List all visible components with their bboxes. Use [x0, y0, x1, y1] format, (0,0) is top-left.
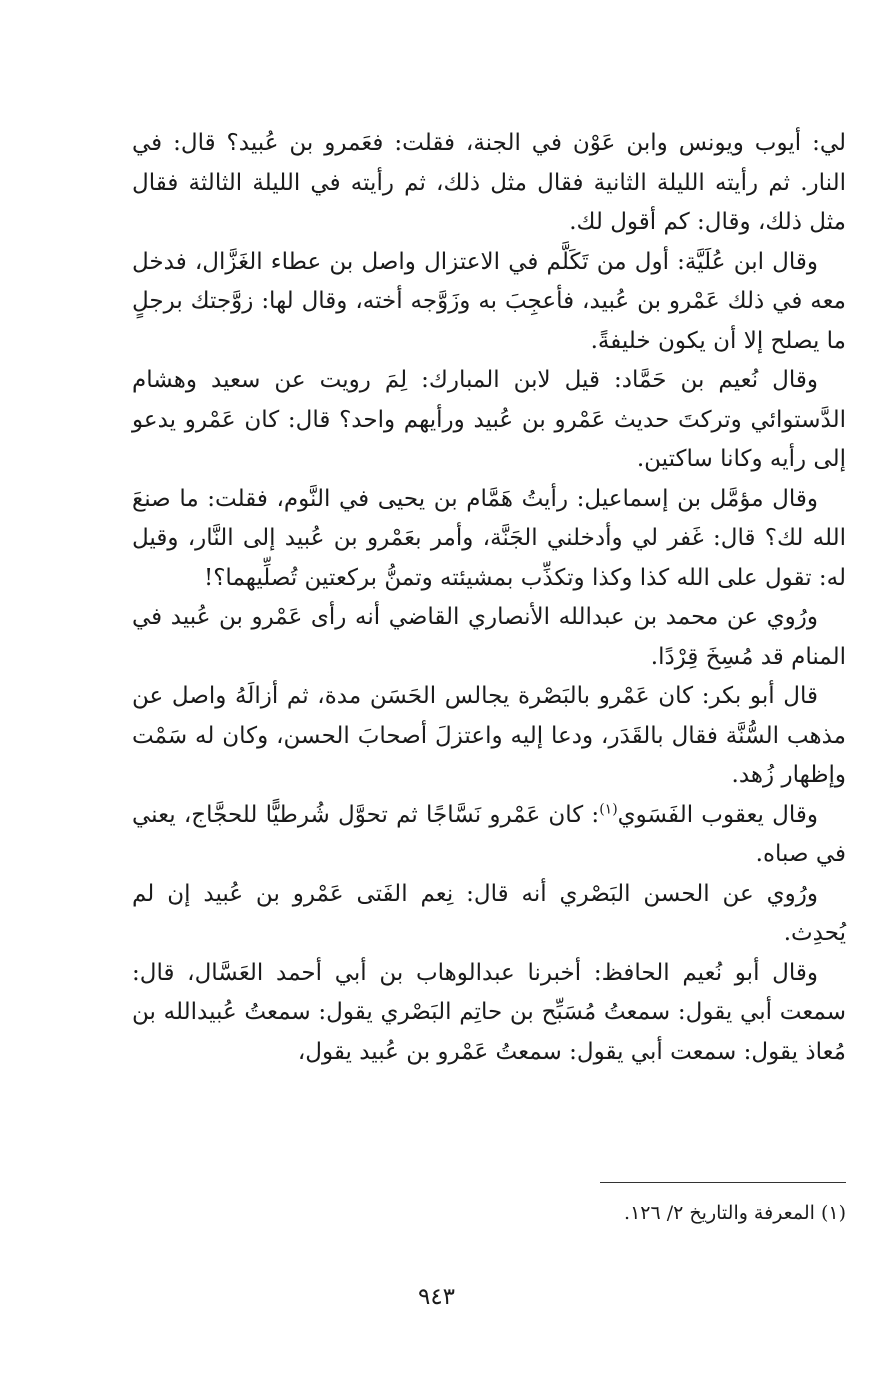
- paragraph-4: وقال مؤمَّل بن إسماعيل: رأيتُ هَمَّام بن يحيى في النَّوم، فقلت: ما صنعَ الله لك؟ قال: غَفر لي وأدخلني الجَنَّة، وأمر بعَمْرو بن عُبيد إلى النَّار، وقيل له: تقول على الله كذا وكذا وتكذِّب بمشيئته وتمنُّ بركعتين تُصلِّيهما؟!: [132, 485, 846, 591]
- page-number: ٩٤٣: [417, 1284, 456, 1310]
- paragraph-9: وقال أبو نُعيم الحافظ: أخبرنا عبدالوهاب بن أبي أحمد العَسَّال، قال: سمعت أبي يقول: سمعتُ مُسَبِّح بن حاتِم البَصْري يقول: سمعتُ عُبيدالله بن مُعاذ يقول: سمعت أبي يقول: سمعتُ عَمْرو بن عُبيد يقول،: [132, 959, 846, 1065]
- paragraph-7-rest: : كان عَمْرو نَسَّاجًا ثم تحوَّل شُرطيًّا للحجَّاج، يعني في صباه.: [132, 801, 846, 867]
- paragraph-1: لي: أيوب ويونس وابن عَوْن في الجنة، فقلت: فعَمرو بن عُبيد؟ قال: في النار. ثم رأيته الليلة الثانية فقال مثل ذلك، ثم رأيته في الليلة الثالثة فقال مثل ذلك، وقال: كم أقول لك.: [132, 130, 846, 235]
- paragraph-3: وقال نُعيم بن حَمَّاد: قيل لابن المبارك: لِمَ رويت عن سعيد وهشام الدَّستوائي وتركتَ حديث عَمْرو بن عُبيد ورأيهم واحد؟ قال: كان عَمْرو يدعو إلى رأيه وكانا ساكتين.: [132, 367, 846, 472]
- main-text: [132, 124, 846, 1072]
- paragraph-2: وقال ابن عُلَيَّة: أول من تَكَلَّم في الاعتزال واصل بن عطاء الغَزَّال، فدخل معه في ذلك عَمْرو بن عُبيد، فأعجِبَ به وزَوَّجه أخته، وقال لها: زوَّجتك برجلٍ ما يصلح إلا أن يكون خليفةً.: [132, 248, 846, 354]
- paragraph-7: [132, 796, 846, 875]
- paragraph-8: ورُوي عن الحسن البَصْري أنه قال: نِعم الفَتى عَمْرو بن عُبيد إن لم يُحدِث.: [132, 880, 846, 946]
- paragraph-5: ورُوي عن محمد بن عبدالله الأنصاري القاضي أنه رأى عَمْرو بن عُبيد في المنام قد مُسِخَ قِرْدًا.: [132, 604, 846, 670]
- footnote-divider: [600, 1182, 846, 1183]
- footnote: (١) المعرفة والتاريخ ٢/ ١٢٦.: [624, 1202, 846, 1224]
- paragraph-6: قال أبو بكر: كان عَمْرو بالبَصْرة يجالس الحَسَن مدة، ثم أزالَهُ واصل عن مذهب السُّنَّة فقال بالقَدَر، ودعا إليه واعتزلَ أصحابَ الحسن، وكان له سَمْت وإظهار زُهد.: [132, 683, 846, 788]
- paragraph-7-start: وقال يعقوب الفَسَوي: [617, 801, 818, 828]
- footnote-reference[interactable]: (١): [599, 800, 618, 817]
